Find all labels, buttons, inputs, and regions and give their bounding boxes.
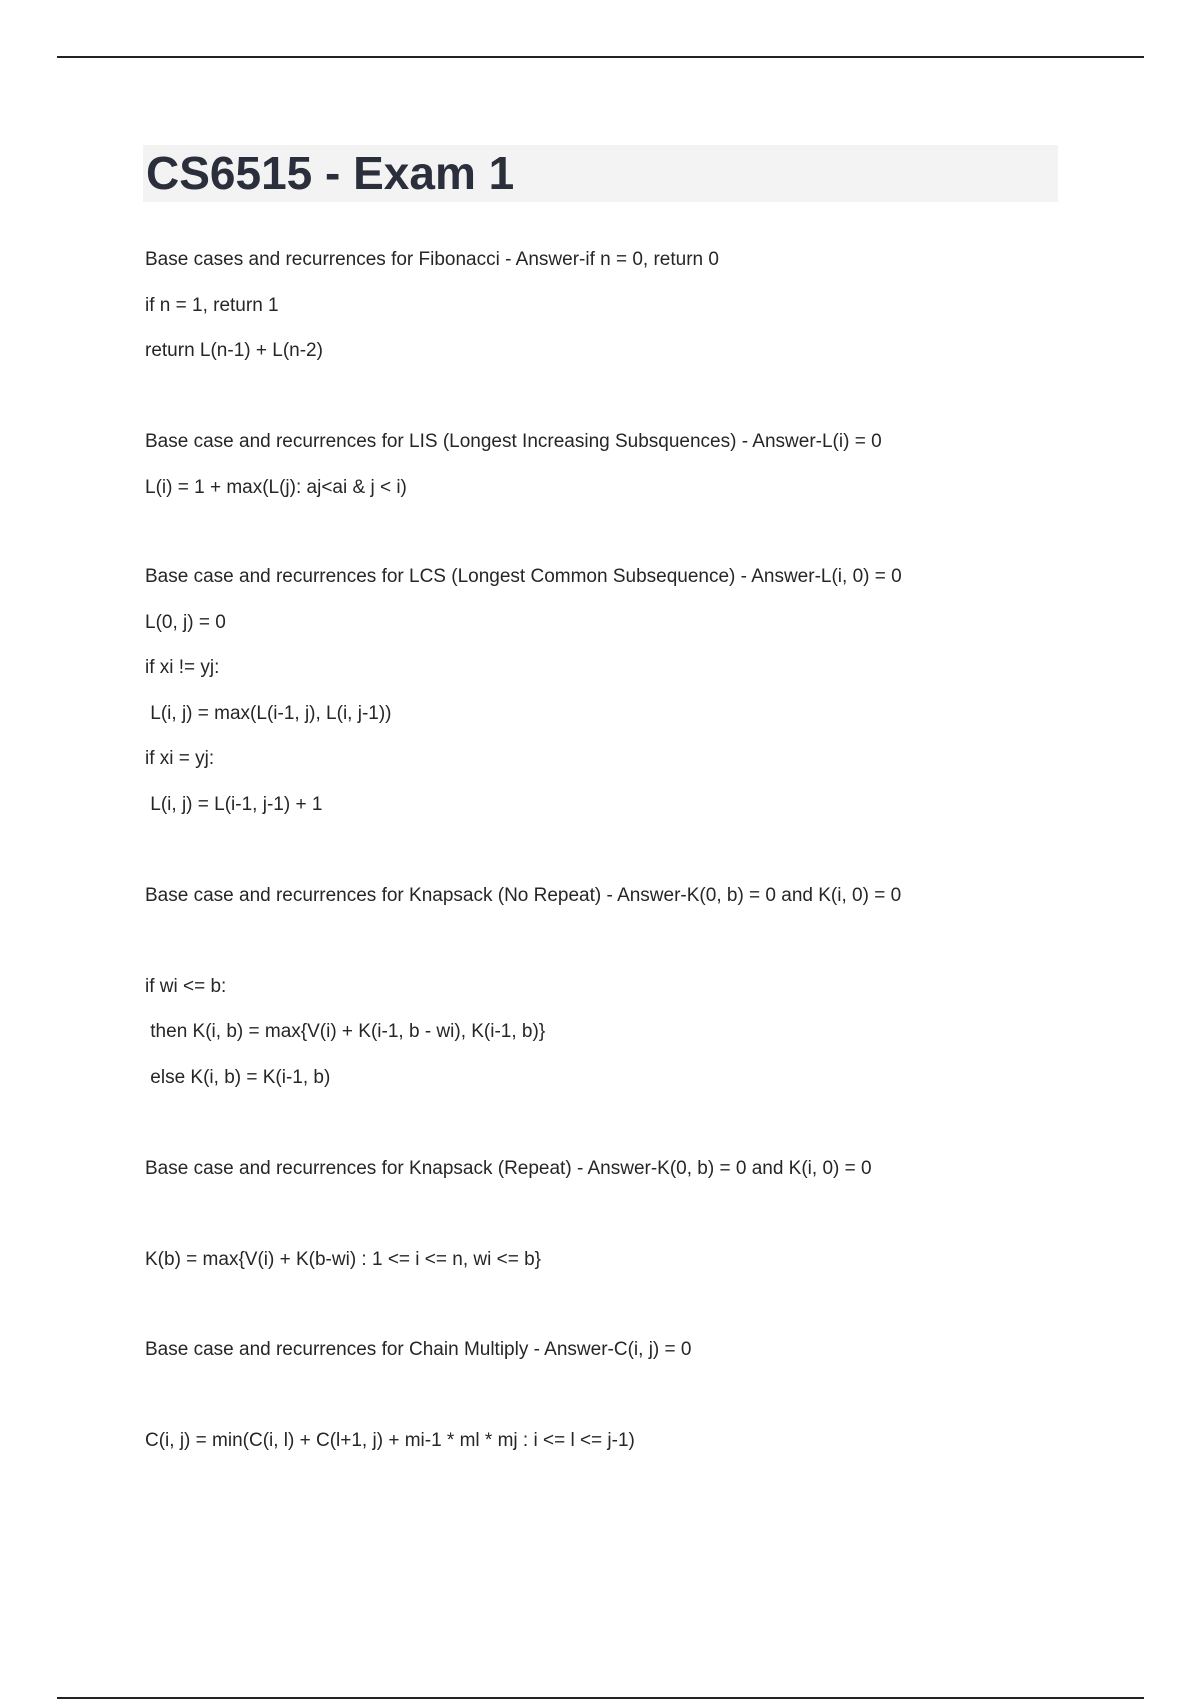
text-line: C(i, j) = min(C(i, l) + C(l+1, j) + mi-1 * ml * mj : i <= l <= j-1) [145, 1430, 635, 1451]
text-line: K(b) = max{V(i) + K(b-wi) : 1 <= i <= n, wi <= b} [145, 1249, 542, 1270]
text-line: if wi <= b: [145, 976, 227, 997]
text-line: L(i) = 1 + max(L(j): aj<ai & j < i) [145, 477, 407, 498]
text-line: Base case and recurrences for Chain Multiply - Answer-C(i, j) = 0 [145, 1339, 692, 1360]
bottom-rule [57, 1697, 1144, 1699]
text-line: Base case and recurrences for LCS (Longest Common Subsequence) - Answer-L(i, 0) = 0 [145, 566, 902, 587]
top-rule [57, 56, 1144, 58]
text-line: then K(i, b) = max{V(i) + K(i-1, b - wi), K(i-1, b)} [145, 1021, 546, 1042]
title-banner [143, 145, 1058, 202]
text-line: Base case and recurrences for LIS (Longest Increasing Subsquences) - Answer-L(i) = 0 [145, 431, 882, 452]
text-line: L(i, j) = max(L(i-1, j), L(i, j-1)) [145, 703, 392, 724]
text-line: if xi != yj: [145, 657, 220, 678]
text-line: L(i, j) = L(i-1, j-1) + 1 [145, 794, 323, 815]
text-line: Base case and recurrences for Knapsack (Repeat) - Answer-K(0, b) = 0 and K(i, 0) = 0 [145, 1158, 872, 1179]
text-line: Base case and recurrences for Knapsack (No Repeat) - Answer-K(0, b) = 0 and K(i, 0) = 0 [145, 885, 902, 906]
text-line: L(0, j) = 0 [145, 612, 226, 633]
text-line: Base cases and recurrences for Fibonacci - Answer-if n = 0, return 0 [145, 249, 719, 270]
text-line: if n = 1, return 1 [145, 295, 279, 316]
text-line: else K(i, b) = K(i-1, b) [145, 1067, 331, 1088]
text-line: if xi = yj: [145, 748, 215, 769]
page-title: CS6515 - Exam 1 [146, 147, 515, 199]
text-line: return L(n-1) + L(n-2) [145, 340, 323, 361]
